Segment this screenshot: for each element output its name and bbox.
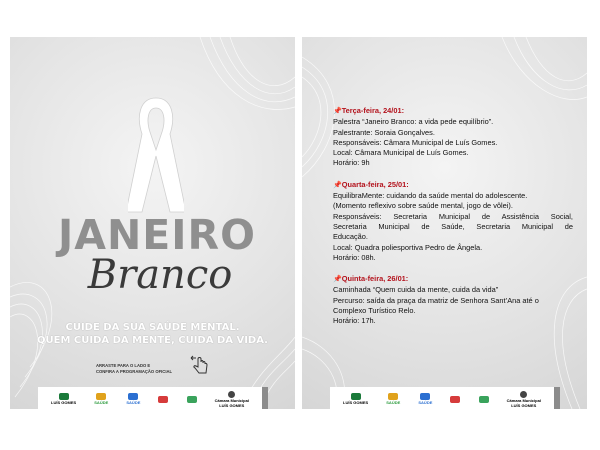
logo-assistencia <box>450 396 460 403</box>
cover-panel <box>10 37 295 409</box>
logo-strip <box>330 387 554 409</box>
logo-secretaria <box>187 396 197 403</box>
day3-line: Caminhada “Quem cuida da mente, cuida da vida” <box>333 285 499 295</box>
day2-line: (Momento reflexivo sobre saúde mental, jogo de vôlei). <box>333 201 513 211</box>
day2-line: Educação. <box>333 232 368 242</box>
day1-heading: 📌Terça-feira, 24/01: <box>333 106 405 115</box>
logo-saude-mental: SAÚDE <box>126 393 140 405</box>
logo-camara: Câmara Municipal LUÍS GOMES <box>507 391 541 408</box>
day3-line: Horário: 17h. <box>333 316 376 326</box>
day2-line: Local: Quadra poliesportiva Pedro de Ângela. <box>333 242 483 252</box>
day2-heading: 📌Quarta-feira, 25/01: <box>333 179 409 189</box>
logo-assistencia <box>158 396 168 403</box>
day2-line: EquilibraMente: cuidando da saúde mental do adolescente. <box>333 191 528 201</box>
pin-icon: 📌 <box>333 181 342 189</box>
day1-line: Horário: 9h <box>333 158 370 168</box>
day1-line: Palestrante: Soraia Gonçalves. <box>333 127 435 137</box>
swipe-line-2: CONFIRA A PROGRAMAÇÃO OFICIAL <box>96 369 173 374</box>
day2-line: Secretaria Municipal de Saúde, Secretaria Municipal de <box>333 221 573 231</box>
slogan-line-1: CUIDE DA SUA SAÚDE MENTAL. <box>65 322 240 333</box>
pin-icon: 📌 <box>333 276 342 284</box>
day1-line: Local: Câmara Municipal de Luís Gomes. <box>333 148 469 158</box>
logo-prefeitura: LUÍS GOMES <box>51 393 76 405</box>
schedule-text <box>333 106 573 327</box>
white-ribbon-icon <box>128 94 184 214</box>
gray-accent-bar <box>554 387 560 409</box>
swipe-line-1: ARRASTE PARA O LADO E <box>96 363 151 368</box>
slogan-line-2: QUEM CUIDA DA MENTE, CUIDA DA VIDA. <box>37 335 268 346</box>
schedule-panel <box>302 37 587 409</box>
campaign-script-title: Branco <box>87 252 233 298</box>
hand-swipe-icon <box>188 355 210 375</box>
day2-line: Responsáveis: Secretaria Municipal de Assistência Social, <box>333 211 573 221</box>
logo-saude: SAÚDE <box>94 393 108 405</box>
logo-strip <box>38 387 262 409</box>
day2-line: Horário: 08h. <box>333 252 376 262</box>
pin-icon: 📌 <box>333 108 342 115</box>
day3-line: Percurso: saída da praça da matriz de Senhora Sant’Ana até o <box>333 295 539 305</box>
logo-saude: SAÚDE <box>386 393 400 405</box>
gray-accent-bar <box>262 387 268 409</box>
logo-camara: Câmara Municipal LUÍS GOMES <box>215 391 249 408</box>
day1-line: Responsáveis: Câmara Municipal de Luís Gomes. <box>333 137 498 147</box>
campaign-title: JANEIRO <box>58 211 256 259</box>
day1-line: Palestra “Janeiro Branco: a vida pede equilíbrio”. <box>333 117 494 127</box>
logo-secretaria <box>479 396 489 403</box>
swipe-instruction <box>96 363 186 375</box>
day3-heading: 📌Quinta-feira, 26/01: <box>333 274 409 284</box>
logo-prefeitura: LUÍS GOMES <box>343 393 368 405</box>
logo-saude-mental: SAÚDE <box>418 393 432 405</box>
day3-line: Complexo Turístico Relo. <box>333 306 416 316</box>
